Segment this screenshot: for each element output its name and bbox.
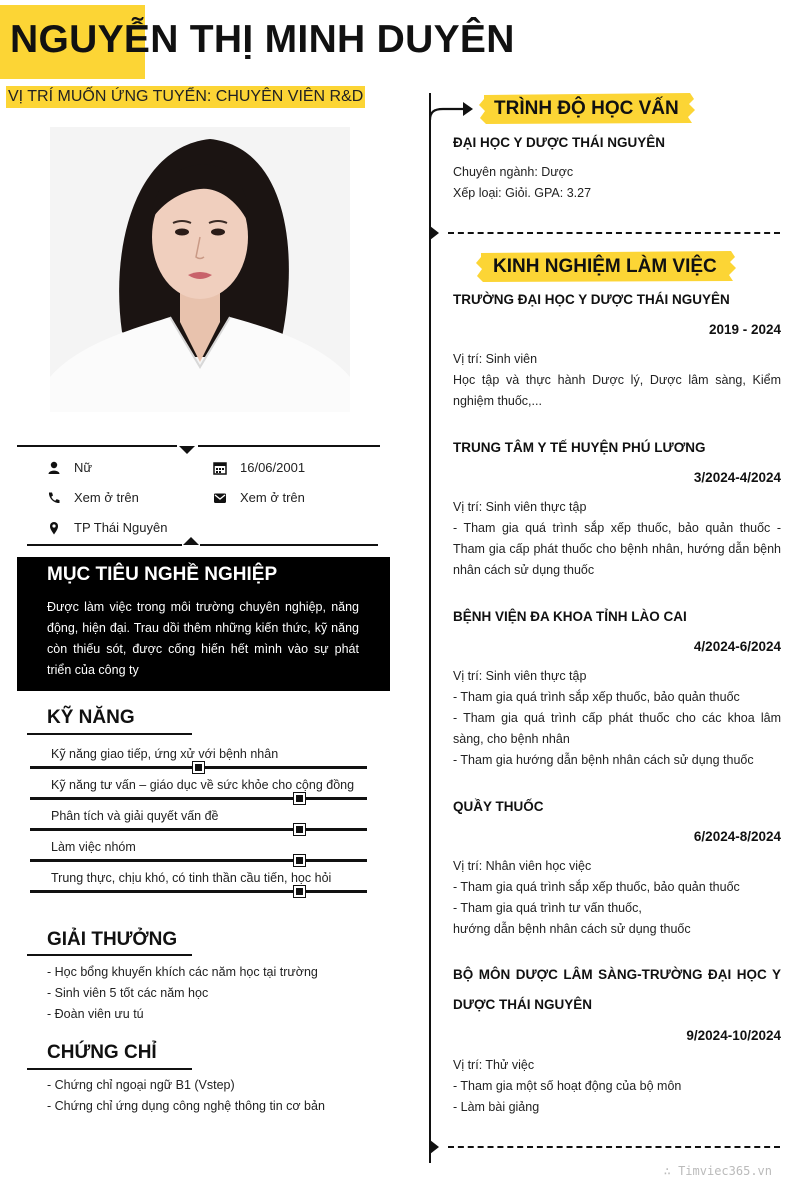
watermark: ∴ Timviec365.vn	[663, 1164, 772, 1178]
timeline-line	[429, 93, 431, 1163]
list-item: - Học bổng khuyến khích các năm học tại trường	[47, 965, 318, 979]
user-icon	[47, 461, 61, 475]
job-date: 6/2024-8/2024	[693, 829, 781, 844]
list-item: - Tham gia quá trình tư vấn thuốc,	[453, 901, 642, 915]
skill-level-knob	[294, 855, 305, 866]
job-description: Học tập và thực hành Dược lý, Dược lâm sàng, Kiểm nghiệm thuốc,...	[453, 373, 781, 408]
awards-list	[47, 962, 318, 1025]
desired-position: VỊ TRÍ MUỐN ỨNG TUYỂN: CHUYÊN VIÊN R&D	[6, 86, 365, 108]
education-school: ĐẠI HỌC Y DƯỢC THÁI NGUYÊN	[453, 135, 665, 150]
contact-bottom-marker	[183, 537, 199, 545]
job-role: Vị trí: Nhân viên học việc	[453, 859, 592, 873]
job-date: 2019 - 2024	[708, 322, 781, 337]
skills-title: KỸ NĂNG	[47, 707, 135, 728]
job-organization: TRUNG TÂM Y TẾ HUYỆN PHÚ LƯƠNG	[453, 440, 706, 455]
objective-title: MỤC TIÊU NGHỀ NGHIỆP	[47, 564, 278, 585]
skill-bar	[30, 828, 367, 831]
profile-photo	[50, 127, 350, 412]
skill-level-knob	[294, 886, 305, 897]
skill-label: Trung thực, chịu khó, có tinh thần cầu tiến, học hỏi	[51, 871, 332, 885]
job-organization: BỆNH VIỆN ĐA KHOA TỈNH LÀO CAI	[453, 609, 687, 624]
job-organization: TRƯỜNG ĐẠI HỌC Y DƯỢC THÁI NGUYÊN	[453, 292, 730, 307]
job-description	[453, 1076, 781, 1118]
contact-top-line-right	[198, 445, 380, 447]
skill-label: Kỹ năng tư vấn – giáo dục về sức khỏe cho cộng đồng	[51, 778, 355, 792]
job-date: 3/2024-4/2024	[693, 470, 781, 485]
contact-top-line-left	[17, 445, 177, 447]
contact-bottom-line-right	[200, 544, 378, 546]
list-item: - Tham gia quá trình sắp xếp thuốc, bảo quản thuốc	[453, 690, 740, 704]
arrow-icon	[429, 98, 474, 120]
skills-underline	[27, 733, 192, 735]
calendar-icon	[213, 461, 227, 475]
job-date: 4/2024-6/2024	[693, 639, 781, 654]
section-divider	[448, 232, 780, 234]
list-item: - Tham gia quá trình cấp phát thuốc cho các khoa lâm sàng, cho bệnh nhân	[453, 711, 781, 746]
certificates-list	[47, 1075, 325, 1117]
location-icon	[47, 521, 61, 535]
job-description	[453, 877, 781, 940]
gender-value: Nữ	[74, 460, 93, 475]
job-role: Vị trí: Thử việc	[453, 1058, 535, 1072]
list-item: - Tham gia quá trình sắp xếp thuốc, bảo quản thuốc	[453, 880, 740, 894]
job-role: Vị trí: Sinh viên thực tập	[453, 500, 587, 514]
skill-level-knob	[294, 793, 305, 804]
education-title: TRÌNH ĐỘ HỌC VẤN	[494, 98, 679, 119]
career-objective	[17, 557, 390, 691]
awards-underline	[27, 954, 192, 956]
list-item: - Tham gia hướng dẫn bệnh nhân cách sử dụng thuốc	[453, 753, 754, 767]
skill-label: Kỹ năng giao tiếp, ứng xử với bệnh nhân	[51, 747, 279, 761]
email-value: Xem ở trên	[240, 490, 305, 505]
contact-bottom-line-left	[27, 544, 182, 546]
timeline-marker	[430, 226, 439, 240]
contact-top-marker	[179, 446, 195, 454]
skill-bar	[30, 859, 367, 862]
experience-title: KINH NGHIỆM LÀM VIỆC	[493, 256, 717, 277]
list-item: - Sinh viên 5 tốt các năm học	[47, 986, 209, 1000]
job-description: - Tham gia quá trình sắp xếp thuốc, bảo quản thuốc - Tham gia cấp phát thuốc cho bệnh nhân, hướng dẫn bệnh nhân cách sử dụng thuốc	[453, 521, 781, 577]
address-value: TP Thái Nguyên	[74, 520, 168, 535]
skill-label: Phân tích và giải quyết vấn đề	[51, 809, 219, 823]
list-item: - Chứng chỉ ngoại ngữ B1 (Vstep)	[47, 1078, 235, 1092]
job-organization: BỘ MÔN DƯỢC LÂM SÀNG-TRƯỜNG ĐẠI HỌC Y DƯỢC THÁI NGUYÊN	[453, 967, 781, 1012]
skill-level-knob	[294, 824, 305, 835]
job-role: Vị trí: Sinh viên	[453, 352, 538, 366]
job-description	[453, 687, 781, 771]
objective-text: Được làm việc trong môi trường chuyên nghiệp, năng động, hiện đại. Trau dồi thêm những kiến thức, kỹ năng còn thiếu sót, được cống hiến hết mình vào sự phát triển của công ty	[47, 600, 359, 677]
education-major: Chuyên ngành: Dược	[453, 165, 574, 179]
list-item: - Đoàn viên ưu tú	[47, 1007, 144, 1021]
birthday-value: 16/06/2001	[240, 460, 306, 475]
skill-bar	[30, 797, 367, 800]
job-role: Vị trí: Sinh viên thực tập	[453, 669, 587, 683]
job-organization: QUẦY THUỐC	[453, 799, 544, 814]
list-item: - Chứng chỉ ứng dụng công nghệ thông tin cơ bản	[47, 1099, 325, 1113]
education-rank: Xếp loại: Giỏi. GPA: 3.27	[453, 186, 592, 200]
candidate-name: NGUYỄN THỊ MINH DUYÊN	[10, 18, 515, 61]
phone-icon	[47, 491, 61, 505]
list-item: - Tham gia một số hoạt động của bộ môn	[453, 1079, 682, 1093]
skill-bar	[30, 890, 367, 893]
list-item: - Làm bài giảng	[453, 1100, 540, 1114]
skill-label: Làm việc nhóm	[51, 840, 136, 854]
awards-title: GIẢI THƯỞNG	[47, 929, 178, 950]
skill-level-knob	[193, 762, 204, 773]
list-item: hướng dẫn bệnh nhân cách sử dụng thuốc	[453, 922, 691, 936]
phone-value: Xem ở trên	[74, 490, 139, 505]
certificates-underline	[27, 1068, 192, 1070]
email-icon	[213, 491, 227, 505]
timeline-marker	[430, 1140, 439, 1154]
section-divider	[448, 1146, 780, 1148]
job-date: 9/2024-10/2024	[686, 1028, 781, 1043]
certificates-title: CHỨNG CHỈ	[47, 1042, 157, 1063]
